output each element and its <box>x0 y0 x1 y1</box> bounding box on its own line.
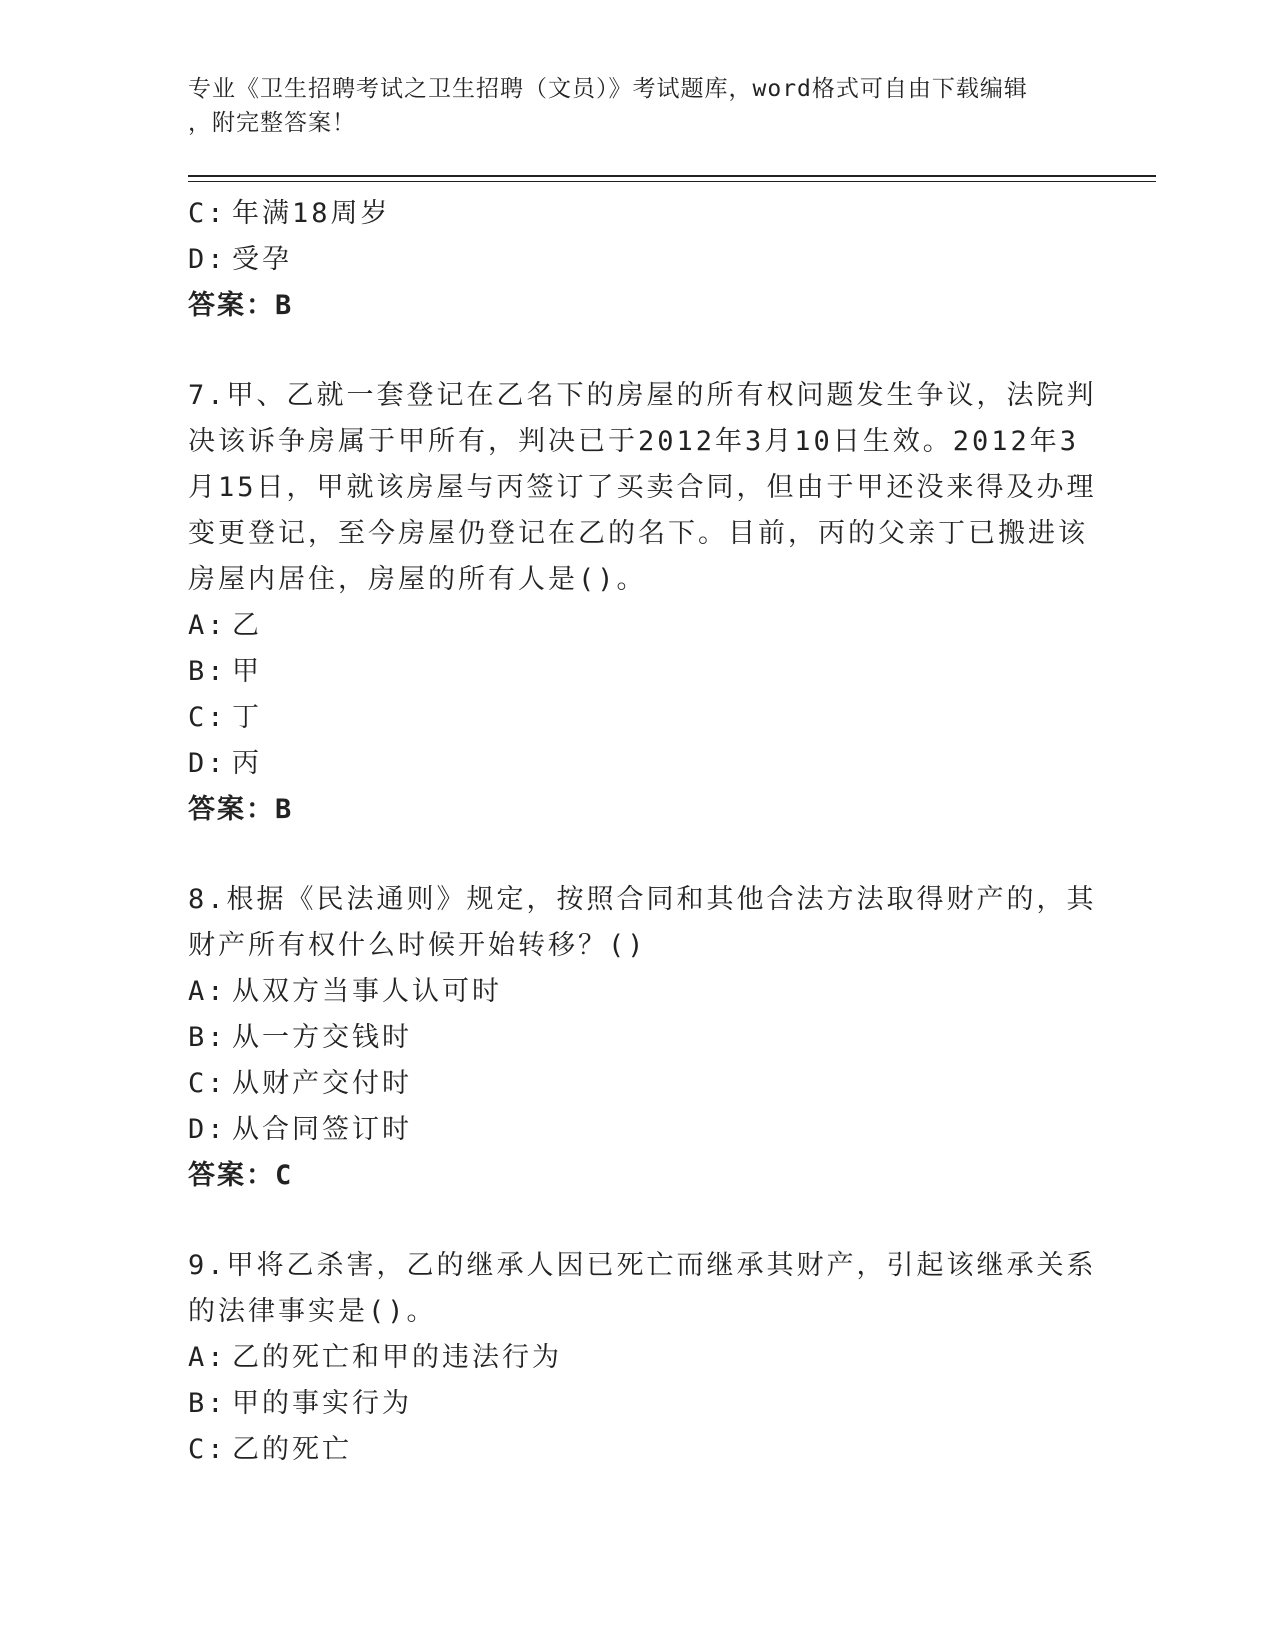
question-text-line: 9.甲将乙杀害，乙的继承人因已死亡而继承其财产，引起该继承关系 <box>188 1250 1097 1281</box>
document-body <box>188 191 1097 1473</box>
question-partial <box>188 191 1088 329</box>
question-text-line: 财产所有权什么时候开始转移？() <box>188 930 647 961</box>
option-key: A: <box>188 976 227 1007</box>
header-rule-thin <box>188 181 1156 182</box>
option-key: C: <box>188 198 227 229</box>
option-text: 丁 <box>232 702 262 733</box>
option-key: C: <box>188 1068 227 1099</box>
option-key: B: <box>188 1388 227 1419</box>
option-key: B: <box>188 1022 227 1053</box>
option-text: 从双方当事人认可时 <box>232 976 502 1007</box>
option-text: 乙的死亡和甲的违法行为 <box>232 1342 562 1373</box>
option-a <box>188 969 1088 1015</box>
question-text-line: 的法律事实是()。 <box>188 1296 437 1327</box>
option-a <box>188 1335 1088 1381</box>
option-d <box>188 237 1088 283</box>
question-text-line: 8.根据《民法通则》规定，按照合同和其他合法方法取得财产的，其 <box>188 884 1097 915</box>
option-text: 丙 <box>232 748 262 779</box>
header-line-2: ，附完整答案！ <box>188 110 356 136</box>
option-d <box>188 741 1088 787</box>
question-text-line: 房屋内居住，房屋的所有人是()。 <box>188 564 647 595</box>
answer-line: 答案：B <box>188 290 294 321</box>
option-a <box>188 603 1088 649</box>
question-9 <box>188 1243 1097 1473</box>
option-text: 甲的事实行为 <box>232 1388 412 1419</box>
header-line-1: 专业《卫生招聘考试之卫生招聘（文员）》考试题库，word格式可自由下载编辑 <box>188 76 1028 102</box>
option-key: D: <box>188 1114 227 1145</box>
option-c <box>188 191 1088 237</box>
option-d <box>188 1107 1088 1153</box>
option-b <box>188 1015 1088 1061</box>
option-c <box>188 1061 1088 1107</box>
option-c <box>188 695 1088 741</box>
question-text-line: 月15日，甲就该房屋与丙签订了买卖合同，但由于甲还没来得及办理 <box>188 472 1097 503</box>
option-key: D: <box>188 748 227 779</box>
option-key: C: <box>188 1434 227 1465</box>
answer-line: 答案：B <box>188 794 294 825</box>
option-text: 从合同签订时 <box>232 1114 412 1145</box>
option-key: B: <box>188 656 227 687</box>
option-c <box>188 1427 1088 1473</box>
option-key: D: <box>188 244 227 275</box>
question-text-line: 决该诉争房属于甲所有，判决已于2012年3月10日生效。2012年3 <box>188 426 1080 457</box>
question-text-line: 变更登记，至今房屋仍登记在乙的名下。目前，丙的父亲丁已搬进该 <box>188 518 1088 549</box>
option-text: 从一方交钱时 <box>232 1022 412 1053</box>
option-text: 年满18周岁 <box>232 198 391 229</box>
option-b <box>188 649 1088 695</box>
option-text: 从财产交付时 <box>232 1068 412 1099</box>
option-text: 受孕 <box>232 244 292 275</box>
option-text: 乙的死亡 <box>232 1434 352 1465</box>
question-text-line: 7.甲、乙就一套登记在乙名下的房屋的所有权问题发生争议，法院判 <box>188 380 1097 411</box>
header-rule-thick <box>188 175 1156 177</box>
option-text: 乙 <box>232 610 262 641</box>
document-header <box>188 72 1068 140</box>
option-key: A: <box>188 610 227 641</box>
option-key: C: <box>188 702 227 733</box>
option-key: A: <box>188 1342 227 1373</box>
option-text: 甲 <box>232 656 262 687</box>
answer-line: 答案：C <box>188 1160 294 1191</box>
option-b <box>188 1381 1088 1427</box>
question-8 <box>188 877 1097 1199</box>
question-7 <box>188 373 1097 833</box>
